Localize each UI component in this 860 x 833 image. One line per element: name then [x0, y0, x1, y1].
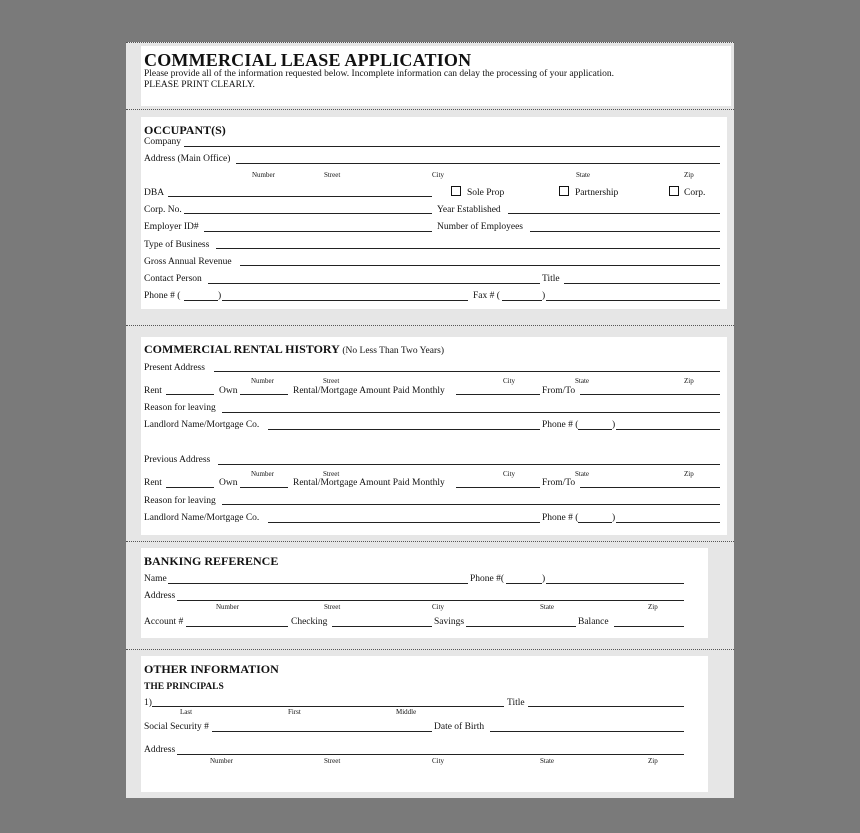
prev-rent-field[interactable] [166, 487, 214, 488]
separator [126, 649, 734, 650]
type-of-business-label: Type of Business [144, 240, 210, 250]
principal-address-field[interactable] [177, 754, 684, 755]
landlord-field[interactable] [268, 429, 540, 430]
phone-area-code-field[interactable] [184, 300, 218, 301]
paren-close: ) [612, 513, 616, 523]
last-caption: Last [180, 708, 193, 716]
rental-history-heading [144, 342, 444, 358]
corp-label: Corp. [684, 188, 706, 198]
zip-caption: Zip [684, 470, 694, 478]
street-caption: Street [323, 377, 340, 385]
separator [126, 325, 734, 326]
company-label: Company [144, 137, 181, 147]
first-caption: First [288, 708, 301, 716]
bank-name-label: Name [144, 574, 167, 584]
previous-address-field[interactable] [218, 464, 720, 465]
dba-field[interactable] [168, 196, 432, 197]
number-caption: Number [210, 757, 233, 765]
number-caption: Number [216, 603, 239, 611]
rent-label: Rent [144, 478, 162, 488]
title-field[interactable] [564, 283, 720, 284]
address-main-office-field[interactable] [236, 163, 720, 164]
gross-annual-revenue-field[interactable] [240, 265, 720, 266]
dba-label: DBA [144, 188, 165, 198]
present-address-field[interactable] [214, 371, 720, 372]
instructions-text: Please provide all of the information requested below. Incomplete information can delay the processing of your application. [144, 69, 615, 79]
account-field[interactable] [186, 626, 288, 627]
address-main-office-label: Address (Main Office) [144, 154, 231, 164]
rental-amount-label: Rental/Mortgage Amount Paid Monthly [293, 478, 445, 488]
landlord-phone-label: Phone # ( [542, 513, 579, 523]
bank-phone-field[interactable] [546, 583, 684, 584]
other-info-heading: OTHER INFORMATION [144, 662, 279, 676]
paren-close: ) [542, 291, 546, 301]
page-title: COMMERCIAL LEASE APPLICATION [144, 50, 472, 70]
own-label: Own [219, 478, 238, 488]
city-caption: City [432, 171, 445, 179]
number-caption: Number [251, 377, 274, 385]
sole-prop-label: Sole Prop [467, 188, 505, 198]
prev-landlord-phone-field[interactable] [616, 522, 720, 523]
principal-1-label: 1) [144, 698, 152, 708]
prev-landlord-field[interactable] [268, 522, 540, 523]
principal-title-field[interactable] [528, 706, 684, 707]
zip-caption: Zip [684, 377, 694, 385]
bank-name-field[interactable] [168, 583, 468, 584]
from-to-label: From/To [542, 386, 576, 396]
zip-caption: Zip [648, 603, 658, 611]
company-field[interactable] [184, 146, 720, 147]
paren-close: ) [542, 574, 546, 584]
paren-close: ) [612, 420, 616, 430]
corp-no-field[interactable] [184, 213, 432, 214]
contact-person-label: Contact Person [144, 274, 202, 284]
corp-checkbox[interactable] [669, 186, 679, 196]
state-caption: State [540, 603, 554, 611]
employer-id-field[interactable] [204, 231, 432, 232]
partnership-checkbox[interactable] [559, 186, 569, 196]
other-info-panel [141, 656, 708, 792]
bank-address-field[interactable] [177, 600, 684, 601]
previous-address-label: Previous Address [144, 455, 211, 465]
separator [126, 42, 734, 43]
separator [126, 541, 734, 542]
number-of-employees-field[interactable] [530, 231, 720, 232]
balance-field[interactable] [614, 626, 684, 627]
zip-caption: Zip [684, 171, 694, 179]
principal-1-name-field[interactable] [152, 706, 504, 707]
paren-close: ) [218, 291, 222, 301]
dob-field[interactable] [490, 731, 684, 732]
reason-for-leaving-field[interactable] [222, 412, 720, 413]
rental-amount-label: Rental/Mortgage Amount Paid Monthly [293, 386, 445, 396]
landlord-phone-label: Phone # ( [542, 420, 579, 430]
own-label: Own [219, 386, 238, 396]
print-clearly-text: PLEASE PRINT CLEARLY. [144, 80, 255, 90]
contact-person-field[interactable] [208, 283, 540, 284]
bank-phone-label: Phone #( [470, 574, 505, 584]
checking-label: Checking [291, 617, 328, 627]
present-address-label: Present Address [144, 363, 205, 373]
sole-prop-checkbox[interactable] [451, 186, 461, 196]
street-caption: Street [323, 470, 340, 478]
landlord-label: Landlord Name/Mortgage Co. [144, 420, 260, 430]
city-caption: City [432, 757, 445, 765]
year-established-label: Year Established [437, 205, 501, 215]
principal-title-label: Title [507, 698, 525, 708]
state-caption: State [575, 377, 589, 385]
prev-landlord-phone-area-code-field[interactable] [578, 522, 612, 523]
landlord-label: Landlord Name/Mortgage Co. [144, 513, 260, 523]
landlord-phone-field[interactable] [616, 429, 720, 430]
balance-label: Balance [578, 617, 609, 627]
rental-history-title: COMMERCIAL RENTAL HISTORY [144, 342, 340, 356]
partnership-label: Partnership [575, 188, 619, 198]
street-caption: Street [324, 757, 341, 765]
state-caption: State [576, 171, 590, 179]
city-caption: City [503, 377, 516, 385]
rental-history-panel [141, 337, 727, 535]
type-of-business-field[interactable] [216, 248, 720, 249]
separator [126, 109, 734, 110]
middle-caption: Middle [396, 708, 417, 716]
title-label: Title [542, 274, 560, 284]
number-caption: Number [251, 470, 274, 478]
principal-address-label: Address [144, 745, 176, 755]
street-caption: Street [324, 603, 341, 611]
employer-id-label: Employer ID# [144, 222, 199, 232]
from-to-field[interactable] [580, 394, 720, 395]
banking-heading: BANKING REFERENCE [144, 554, 279, 568]
year-established-field[interactable] [508, 213, 720, 214]
rent-field[interactable] [166, 394, 214, 395]
savings-label: Savings [434, 617, 465, 627]
prev-rental-amount-field[interactable] [456, 487, 540, 488]
bank-phone-area-code-field[interactable] [506, 583, 542, 584]
fax-field[interactable] [546, 300, 720, 301]
ssn-field[interactable] [212, 731, 432, 732]
street-caption: Street [324, 171, 341, 179]
city-caption: City [432, 603, 445, 611]
reason-for-leaving-label: Reason for leaving [144, 403, 216, 413]
account-label: Account # [144, 617, 184, 627]
phone-label: Phone # ( [144, 291, 181, 301]
corp-no-label: Corp. No. [144, 205, 182, 215]
prev-from-to-field[interactable] [580, 487, 720, 488]
number-caption: Number [252, 171, 275, 179]
savings-field[interactable] [466, 626, 576, 627]
fax-label: Fax # ( [473, 291, 500, 301]
number-of-employees-label: Number of Employees [437, 222, 524, 232]
from-to-label: From/To [542, 478, 576, 488]
state-caption: State [540, 757, 554, 765]
gross-annual-revenue-label: Gross Annual Revenue [144, 257, 232, 267]
rent-label: Rent [144, 386, 162, 396]
prev-own-field[interactable] [240, 487, 288, 488]
checking-field[interactable] [332, 626, 432, 627]
occupants-heading: OCCUPANT(S) [144, 123, 226, 137]
rental-amount-field[interactable] [456, 394, 540, 395]
dob-label: Date of Birth [434, 722, 485, 732]
state-caption: State [575, 470, 589, 478]
rental-history-note: (No Less Than Two Years) [342, 346, 445, 356]
bank-address-label: Address [144, 591, 176, 601]
own-field[interactable] [240, 394, 288, 395]
reason-for-leaving-label: Reason for leaving [144, 496, 216, 506]
landlord-phone-area-code-field[interactable] [578, 429, 612, 430]
city-caption: City [503, 470, 516, 478]
prev-reason-for-leaving-field[interactable] [222, 504, 720, 505]
zip-caption: Zip [648, 757, 658, 765]
fax-area-code-field[interactable] [502, 300, 542, 301]
phone-field[interactable] [222, 300, 468, 301]
ssn-label: Social Security # [144, 722, 209, 732]
principals-heading: THE PRINCIPALS [144, 682, 224, 692]
